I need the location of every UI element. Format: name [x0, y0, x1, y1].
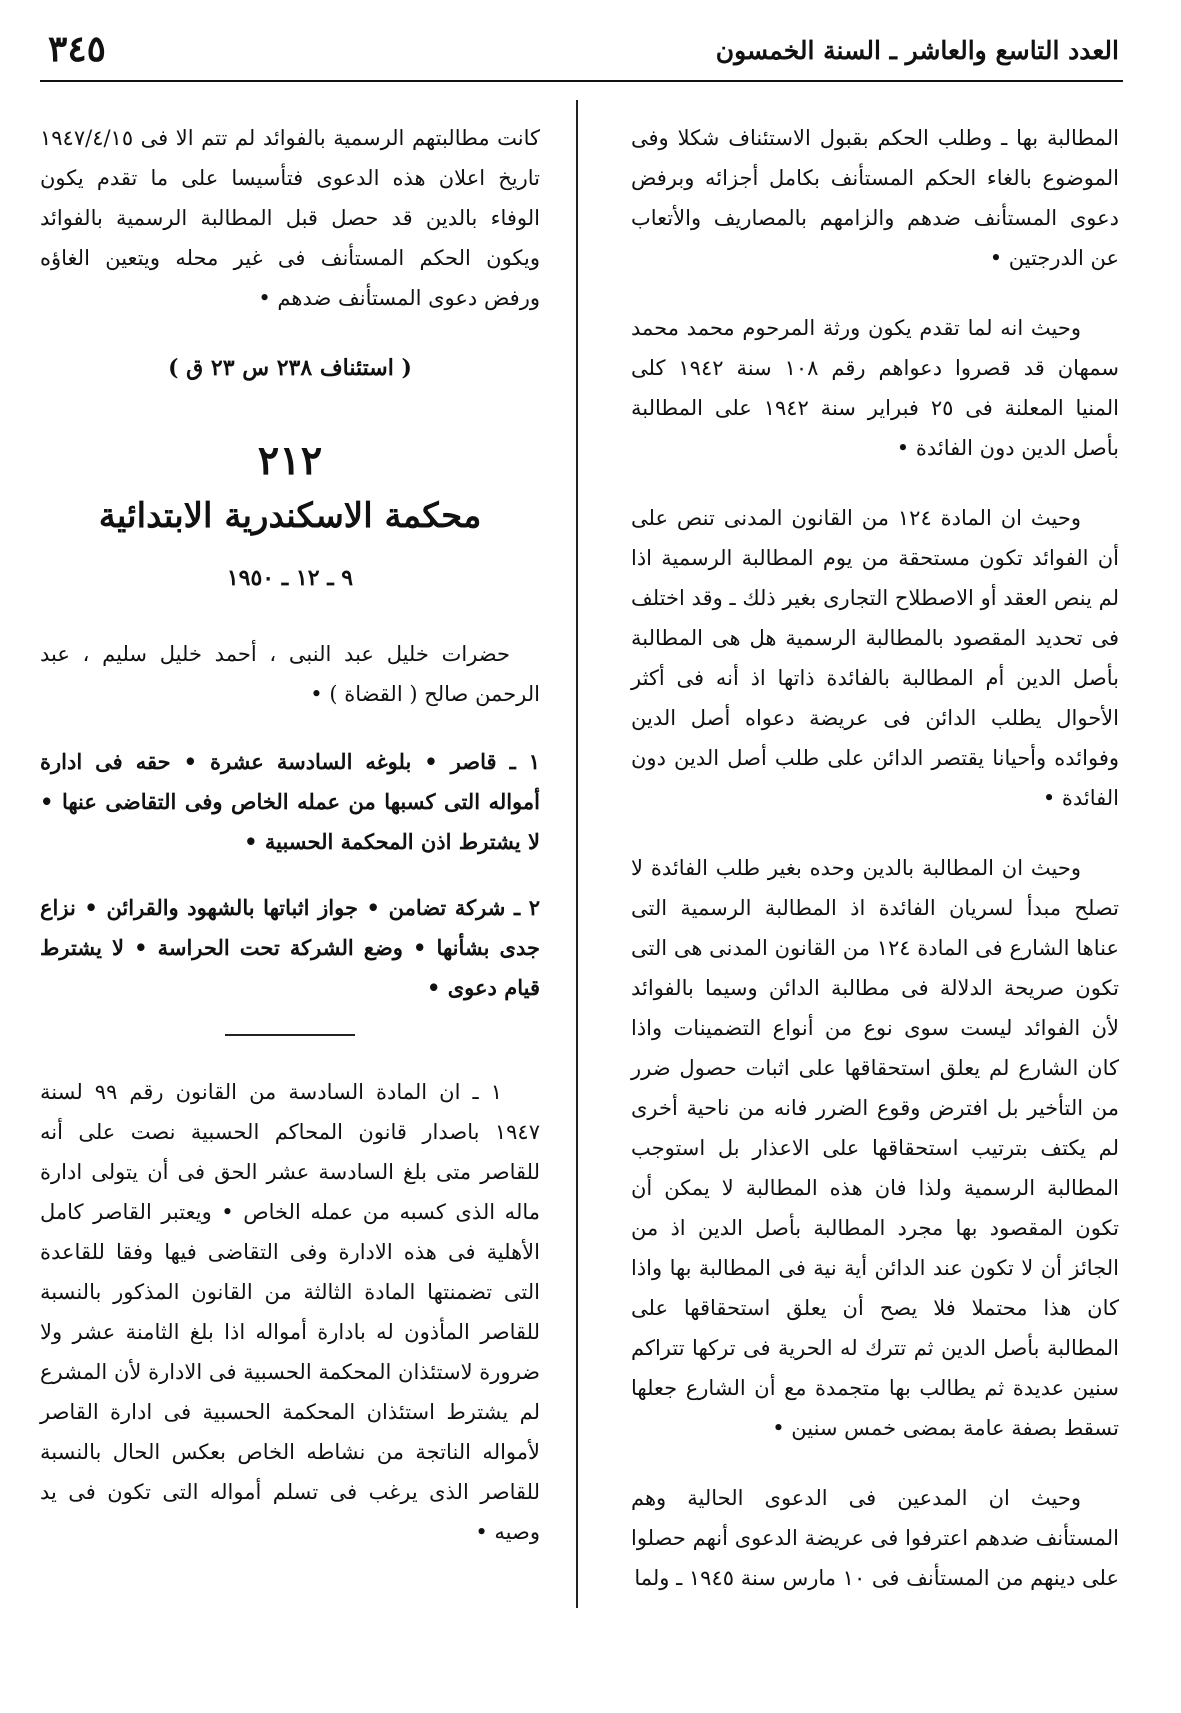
section-divider	[225, 1034, 355, 1036]
header-rule	[40, 80, 1123, 82]
paragraph: وحيث ان المطالبة بالدين وحده بغير طلب الفائدة لا تصلح مبدأ لسريان الفائدة اذ المطالبة الرسمية التى عناها الشارع فى المادة ١٢٤ من القانون المدنى هى التى تكون صريحة الدلالة فى مطالبة الدائن وسيما بالفوائد لأن الفوائد ليست سوى نوع من أنواع التضمينات واذا كان الشارع لم يعلق استحقاقها على اثبات حصول ضرر من التأخير بل افترض وقوع الضرر فانه من ناحية أخرى لم يكتف بترتيب استحقاقها على الاعذار بل استوجب المطالبة الرسمية ولذا فان هذه المطالبة لا يمكن أن تكون المقصود بها مجرد المطالبة بأصل الدين اذ من الجائز أن لا تكون عند الدائن أية نية فى المطالبة بها واذا كان هذا محتملا فلا يصح أن يعلق استحقاقها على المطالبة بأصل الدين ثم تترك له الحرية فى تركها تتراكم سنين عديدة ثم يطالب بها متجمدة مع أن الشارع جعلها تسقط بصفة عامة بمضى خمس سنين •	[631, 856, 1119, 1440]
paragraph: وحيث ان المدعين فى الدعوى الحالية وهم المستأنف ضدهم اعترفوا فى عريضة الدعوى أنهم حصلوا على دينهم من المستأنف فى ١٠ مارس سنة ١٩٤٥ ـ ولما	[631, 1486, 1119, 1590]
paragraph: وحيث انه لما تقدم يكون ورثة المرحوم محمد محمد سمهان قد قصروا دعواهم رقم ١٠٨ سنة ١٩٤٢ كلى المنيا المعلنة فى ٢٥ فبراير سنة ١٩٤٢ على المطالبة بأصل الدين دون الفائدة •	[631, 316, 1119, 460]
paragraph: المطالبة بها ـ وطلب الحكم بقبول الاستئناف شكلا وفى الموضوع بالغاء الحكم المستأنف بكامل أجزائه وبرفض دعوى المستأنف ضدهم والزامهم بالمصاريف والأتعاب عن الدرجتين •	[631, 126, 1119, 270]
headnote: ١ ـ قاصر • بلوغه السادسة عشرة • حقه فى ادارة أمواله التى كسبها من عمله الخاص وفى التقاضى عنها • لا يشترط اذن المحكمة الحسبية •	[40, 749, 540, 854]
citation: ( استئناف ٢٣٨ س ٢٣ ق )	[168, 355, 412, 381]
paragraph: وحيث ان المادة ١٢٤ من القانون المدنى تنص على أن الفوائد تكون مستحقة من يوم المطالبة الرسمية اذا لم ينص العقد أو الاصطلاح التجارى بغير ذلك ـ وقد اختلف فى تحديد المقصود بالمطالبة الرسمية هل هى المطالبة بأصل الدين أم المطالبة بالفائدة ذاتها اذ أنه فى أكثر الأحوال يطلب الدائن فى عريضة دعواه أصل الدين وفوائده وأحيانا يقتصر الدائن على طلب أصل الدين دون الفائدة •	[631, 506, 1119, 810]
headnote: ٢ ـ شركة تضامن • جواز اثباتها بالشهود والقرائن • نزاع جدى بشأنها • وضع الشركة تحت الحراسة • لا يشترط قيام دعوى •	[40, 895, 540, 1000]
judgment-date: ٩ ـ ١٢ ـ ١٩٥٠	[226, 565, 354, 591]
court-name: محكمة الاسكندرية الابتدائية	[98, 496, 482, 536]
right-column	[631, 118, 1119, 1628]
case-number: ٢١٢	[257, 437, 323, 484]
page-header	[40, 22, 1119, 82]
page-number: ٣٤٥	[48, 28, 107, 70]
judges-line: حضرات خليل عبد النبى ، أحمد خليل سليم ، عبد الرحمن صالح ( القضاة ) •	[40, 642, 540, 706]
left-column	[40, 118, 540, 1582]
opening-paragraph: كانت مطالبتهم الرسمية بالفوائد لم تتم الا فى ١٩٤٧/٤/١٥ تاريخ اعلان هذه الدعوى فتأسيسا على ما تقدم يكون الوفاء بالدين قد حصل قبل المطالبة الرسمية بالفوائد ويكون الحكم المستأنف فى غير محله ويتعين الغاؤه ورفض دعوى المستأنف ضدهم •	[40, 126, 540, 310]
running-head: العدد التاسع والعاشر ـ السنة الخمسون	[715, 36, 1119, 65]
body-paragraph: ١ ـ ان المادة السادسة من القانون رقم ٩٩ لسنة ١٩٤٧ باصدار قانون المحاكم الحسبية نصت على أنه للقاصر متى بلغ السادسة عشر الحق فى أن يتولى ادارة ماله الذى كسبه من عمله الخاص • ويعتبر القاصر كامل الأهلية فى هذه الادارة وفى التقاضى فيها وفقا للقاعدة التى تضمنتها المادة الثالثة من القانون المذكور بالنسبة للقاصر المأذون له بادارة أمواله اذا بلغ الثامنة عشر ولا ضرورة لاستئذان المحكمة الحسبية فى الادارة لأن المشرع لم يشترط استئذان المحكمة الحسبية فى ادارة القاصر لأمواله الناتجة من نشاطه الخاص بعكس الحال بالنسبة للقاصر الذى يرغب فى تسلم أمواله التى تكون فى يد وصيه •	[40, 1080, 540, 1544]
column-divider	[576, 100, 578, 1608]
